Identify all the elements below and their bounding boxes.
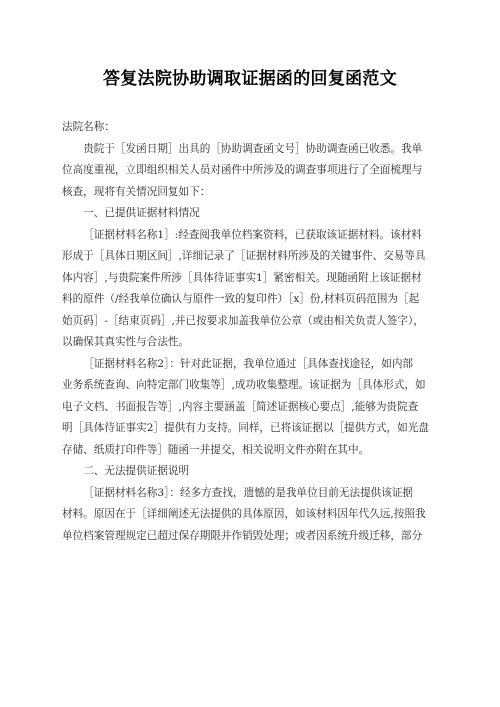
text-line: 始页码］-［结束页码］,并已按要求加盖我单位公章（或由相关负责人签字）， [62,314,424,327]
text-line: ［证据材料名称3］：经多方查找，遗憾的是我单位目前无法提供该证据 [83,486,414,499]
text-line: 体内容］,与贵院案件所涉［具体待证事实1］紧密相关。现随函附上该证据材 [62,271,422,284]
text-line: 以确保其真实性与合法性。 [62,336,190,348]
evidence-paragraph-2 [62,354,442,462]
text-line: 形成于［具体日期区间］,详细记录了［证据材料所涉及的关键事件、交易等具 [62,250,426,262]
text-line: 明［具体待证事实2］提供有力支持。同样，已将该证据以［提供方式，如光盘 [62,422,429,434]
text-line: ［证据材料名称1］:经查阅我单位档案资料，已获取该证据材料。该材料 [83,228,422,241]
text-line: 电子文档、书面报告等］,内容主要涵盖［简述证据核心要点］,能够为贵院查 [62,400,419,413]
text-line: 位高度重视，立即组织相关人员对函件中所涉及的调查事项进行了全面梳理与 [62,164,423,176]
text-line: 单位档案管理规定已超过保存期限并作销毁处理；或者因系统升级迁移，部分 [62,529,423,542]
document-title: 答复法院协助调取证据函的回复函范文 [102,69,398,89]
document-body [62,117,442,547]
text-line: 业务系统查询、向特定部门收集等］,成功收集整理。该证据为［具体形式，如 [62,379,426,391]
evidence-paragraph-1 [62,225,442,354]
section-heading-provided: 一、已提供证据材料情况 [83,207,200,219]
intro-paragraph [62,139,442,204]
evidence-paragraph-3 [62,483,442,548]
text-line: 料的原件（/经我单位确认与原件一致的复印件）［x］份,材料页码范围为［起 [62,293,420,305]
text-line: 材料。原因在于［详细阐述无法提供的具体原因，如该材料因年代久远,按照我 [62,508,426,520]
text-line: ［证据材料名称2］：针对此证据，我单位通过［具体查找途径，如内部 [83,357,414,370]
text-line: 存储、纸质打印件等］随函一并提交，相关说明文件亦附在其中。 [62,443,370,456]
text-line: 核查，现将有关情况回复如下： [62,185,211,198]
court-name-label: 法院名称： [62,121,115,133]
section-heading-unavailable: 二、无法提供证据说明 [83,465,190,477]
text-line: 贵院于［发函日期］出具的［协助调查函文号］协助调查函已收悉。我单 [83,142,423,155]
